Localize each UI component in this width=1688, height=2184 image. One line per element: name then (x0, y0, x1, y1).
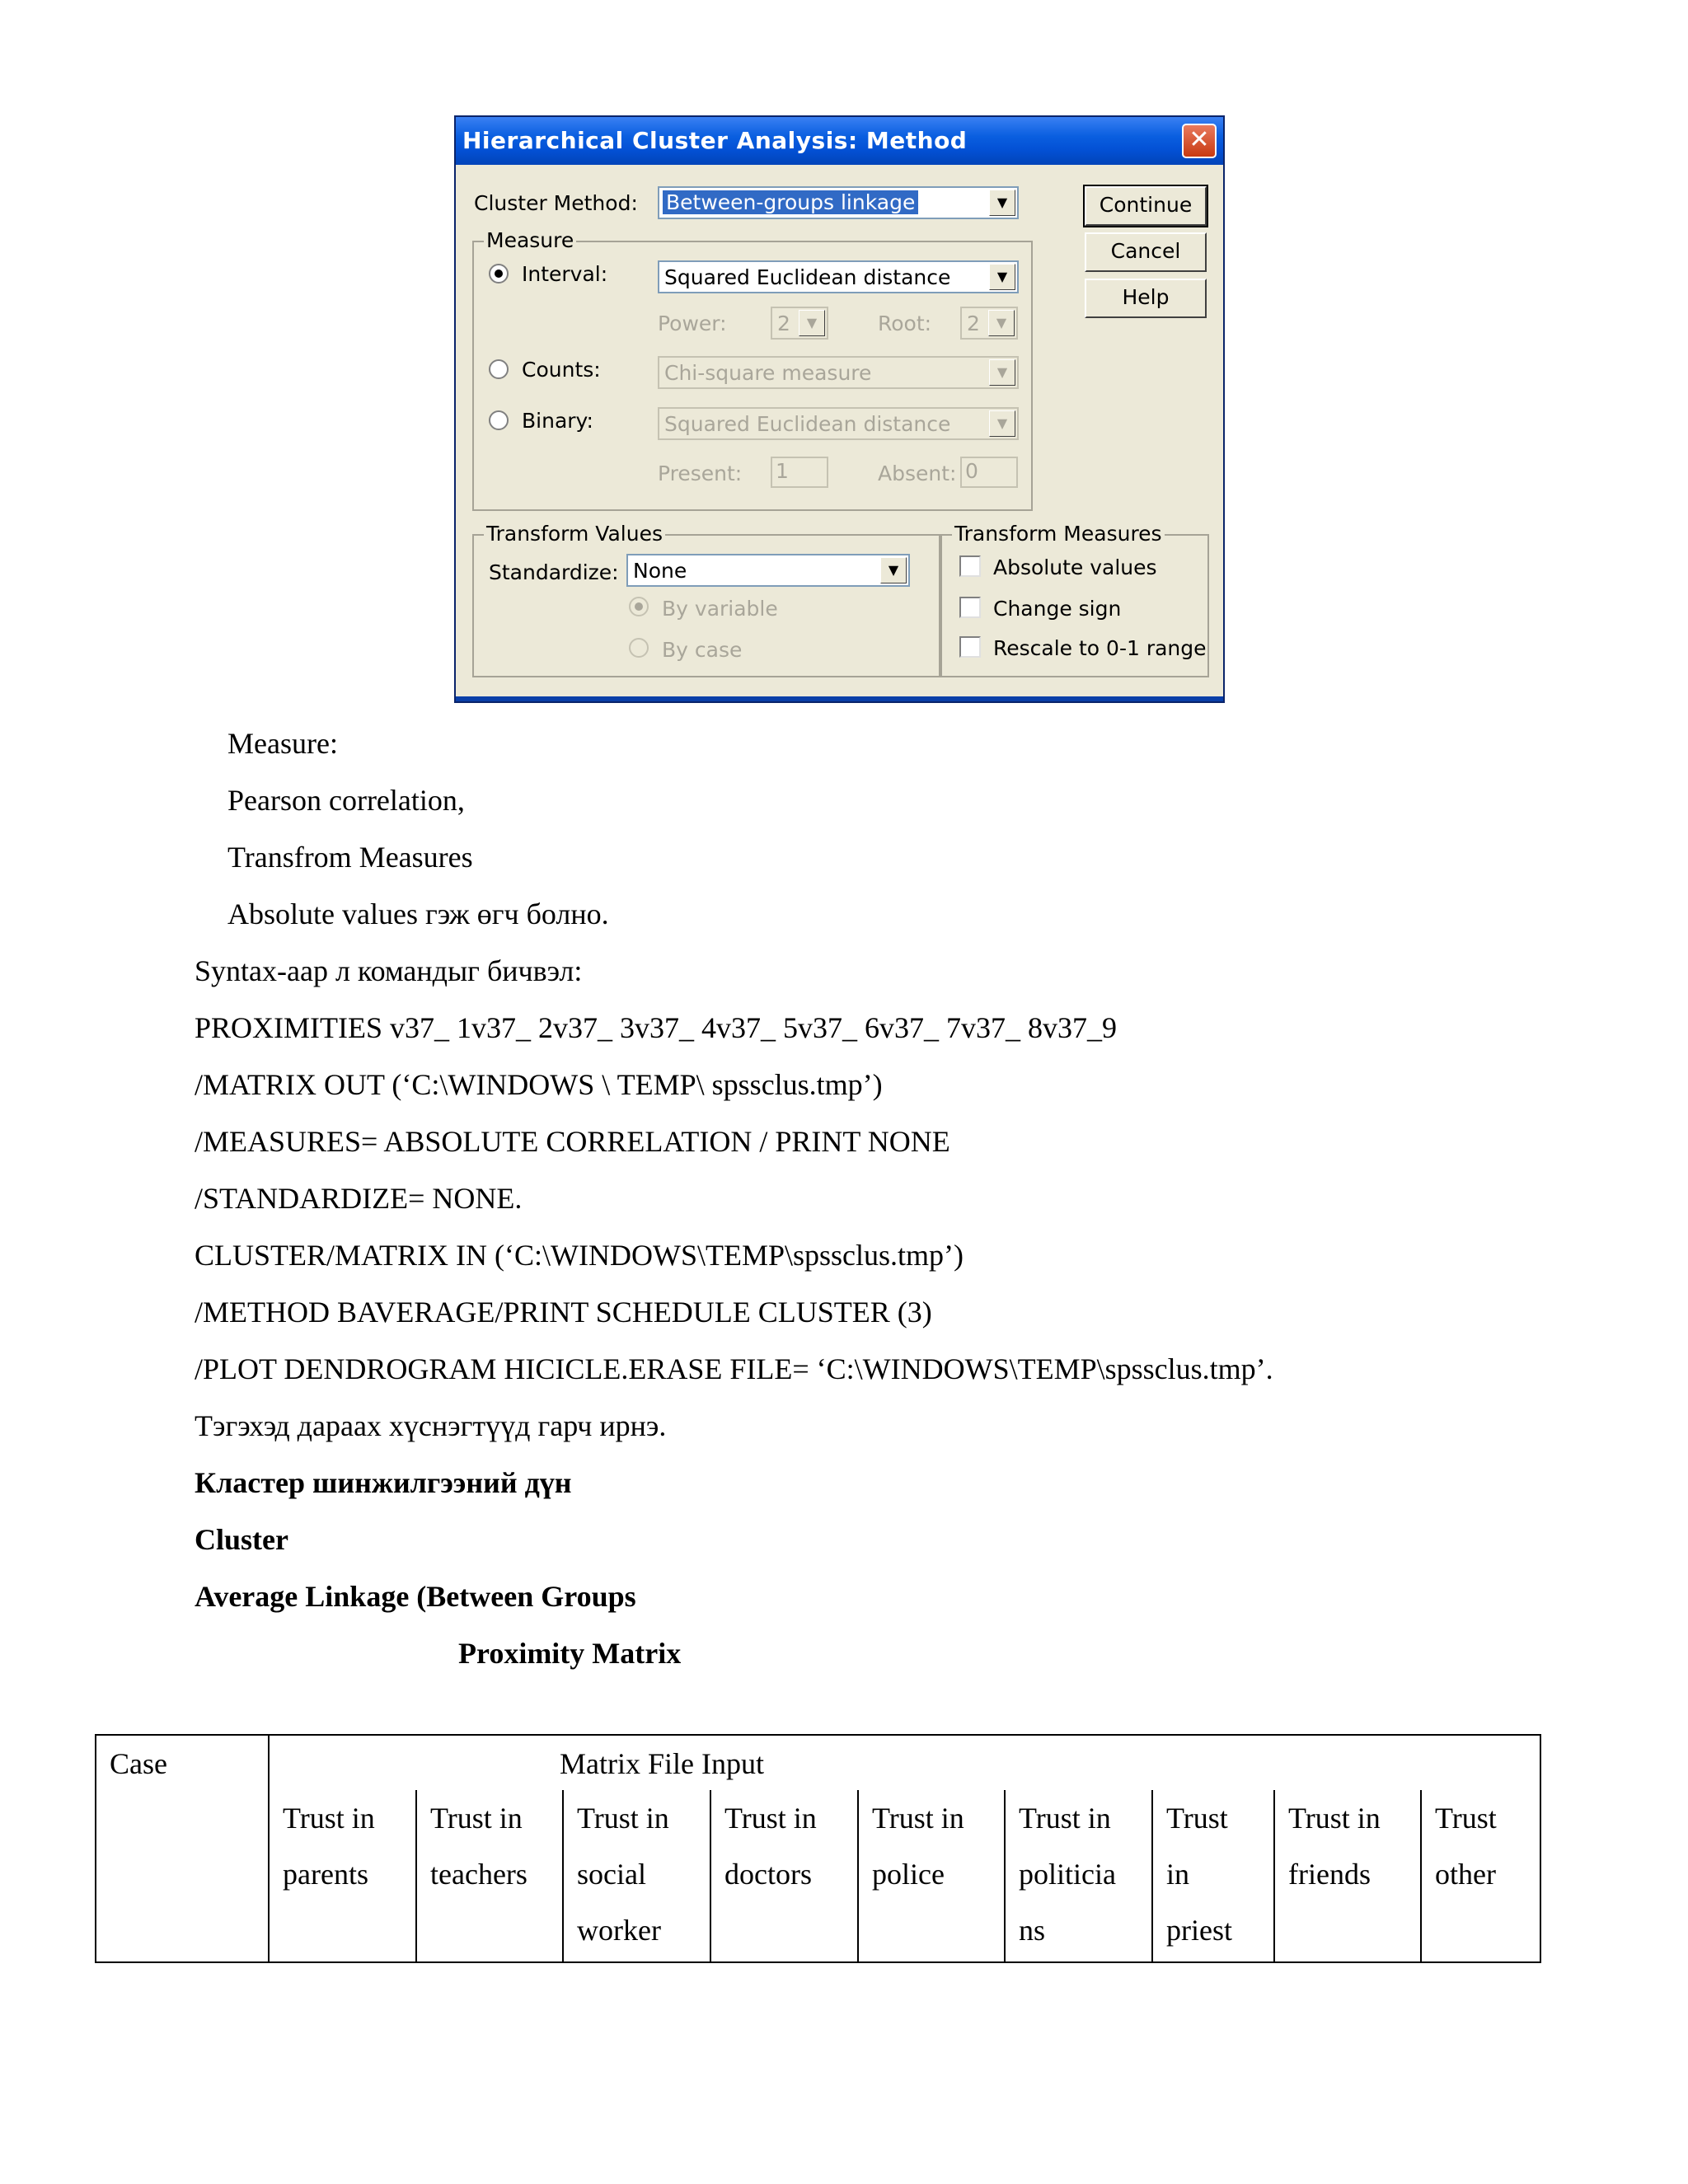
by-case-label: By case (662, 638, 743, 662)
section-heading: Average Linkage (Between Groups (195, 1580, 636, 1613)
chevron-down-icon: ▼ (989, 359, 1015, 386)
table-divider (1151, 1790, 1153, 1961)
binary-radio[interactable] (489, 410, 509, 430)
binary-measure-value: Squared Euclidean distance (664, 412, 951, 436)
syntax-line: PROXIMITIES v37_ 1v37_ 2v37_ 3v37_ 4v37_ 5v37_ 6v37_ 7v37_ 8v37_9 (195, 1011, 1118, 1044)
column-header: Trust other (1435, 1802, 1497, 1891)
table-divider (857, 1790, 859, 1961)
interval-radio[interactable] (489, 264, 509, 284)
standardize-select[interactable] (626, 554, 910, 587)
text-line: Measure: (227, 727, 338, 760)
continue-button[interactable]: Continue (1085, 186, 1207, 226)
change-sign-checkbox[interactable] (959, 597, 981, 618)
rescale-checkbox[interactable] (959, 636, 981, 658)
counts-measure-value: Chi-square measure (664, 361, 872, 385)
dialog-title: Hierarchical Cluster Analysis: Method (462, 127, 968, 154)
syntax-line: /STANDARDIZE= NONE. (195, 1182, 523, 1215)
interval-label: Interval: (522, 262, 608, 286)
column-header: Trust in friends (1288, 1802, 1381, 1891)
cluster-method-value: Between-groups linkage (663, 190, 918, 214)
syntax-line: /MEASURES= ABSOLUTE CORRELATION / PRINT NONE (195, 1125, 950, 1158)
change-sign-label: Change sign (993, 597, 1122, 621)
matrix-file-input-header: Matrix File Input (560, 1747, 764, 1780)
binary-measure-select (658, 407, 1019, 440)
transform-values-legend: Transform Values (484, 522, 665, 546)
absolute-values-checkbox[interactable] (959, 555, 981, 577)
table-divider (1420, 1790, 1422, 1961)
power-value: 2 (777, 312, 790, 335)
help-button[interactable]: Help (1085, 279, 1207, 318)
cancel-button[interactable]: Cancel (1085, 232, 1207, 272)
section-heading: Кластер шинжилгээний дүн (195, 1466, 572, 1499)
table-divider (1273, 1790, 1275, 1961)
counts-measure-select (658, 356, 1019, 389)
table-divider (415, 1790, 417, 1961)
column-header: Trust in parents (283, 1802, 375, 1891)
root-label: Root: (878, 312, 932, 335)
text-line: Pearson correlation, (227, 784, 465, 817)
root-value: 2 (967, 312, 980, 335)
present-field: 1 (771, 457, 828, 488)
syntax-line: /PLOT DENDROGRAM HICICLE.ERASE FILE= ‘C:\WINDOWS\TEMP\spssclus.tmp’. (195, 1352, 1273, 1385)
absent-field: 0 (960, 457, 1018, 488)
table-divider (562, 1790, 564, 1961)
chevron-down-icon: ▼ (799, 310, 825, 336)
chevron-down-icon: ▼ (989, 410, 1015, 437)
measure-legend: Measure (484, 228, 576, 252)
counts-radio[interactable] (489, 359, 509, 379)
text-line: Syntax-аар л командыг бичвэл: (195, 954, 583, 987)
by-variable-label: By variable (662, 597, 778, 621)
table-divider (268, 1736, 270, 1961)
text-line: Тэгэхэд дараах хүснэгтүүд гарч ирнэ. (195, 1409, 667, 1442)
by-case-radio (629, 638, 649, 658)
table-title: Proximity Matrix (458, 1637, 682, 1670)
close-icon[interactable]: ✕ (1182, 124, 1217, 158)
interval-measure-select[interactable] (658, 260, 1019, 293)
by-variable-radio (629, 597, 649, 616)
rescale-label: Rescale to 0-1 range (993, 636, 1207, 660)
section-heading: Cluster (195, 1523, 288, 1556)
column-header: Trust in priest (1166, 1802, 1232, 1947)
absent-label: Absent: (878, 462, 957, 485)
proximity-matrix-table (95, 1734, 1541, 1963)
table-divider (1004, 1790, 1006, 1961)
power-label: Power: (658, 312, 727, 335)
syntax-line: CLUSTER/MATRIX IN (‘C:\WINDOWS\TEMP\spssclus.tmp’) (195, 1239, 964, 1272)
text-line: Absolute values гэж өгч болно. (227, 898, 609, 930)
table-divider (710, 1790, 711, 1961)
transform-measures-legend: Transform Measures (952, 522, 1165, 546)
present-label: Present: (658, 462, 743, 485)
chevron-down-icon[interactable]: ▼ (880, 557, 907, 583)
column-header: Trust in politicia ns (1019, 1802, 1116, 1947)
hierarchical-cluster-method-dialog (454, 115, 1225, 703)
chevron-down-icon[interactable]: ▼ (989, 264, 1015, 290)
cluster-method-select[interactable] (658, 186, 1019, 219)
chevron-down-icon: ▼ (988, 310, 1015, 336)
column-header: Trust in doctors (724, 1802, 817, 1891)
root-select (960, 307, 1018, 340)
dialog-bottom-border (456, 696, 1223, 701)
interval-measure-value: Squared Euclidean distance (664, 265, 951, 289)
text-line: Transfrom Measures (227, 841, 473, 874)
syntax-line: /METHOD BAVERAGE/PRINT SCHEDULE CLUSTER (3) (195, 1296, 932, 1329)
chevron-down-icon[interactable]: ▼ (989, 190, 1015, 216)
dialog-titlebar[interactable] (456, 117, 1223, 165)
column-header: Trust in social worker (577, 1802, 669, 1947)
column-header: Trust in teachers (430, 1802, 528, 1891)
cluster-method-label: Cluster Method: (474, 191, 638, 215)
standardize-value: None (633, 559, 687, 583)
column-header: Trust in police (872, 1802, 964, 1891)
absolute-values-label: Absolute values (993, 555, 1157, 579)
standardize-label: Standardize: (489, 560, 619, 584)
binary-label: Binary: (522, 409, 593, 433)
syntax-line: /MATRIX OUT (‘C:\WINDOWS \ TEMP\ spssclus.tmp’) (195, 1068, 883, 1101)
case-header: Case (110, 1747, 167, 1780)
counts-label: Counts: (522, 358, 601, 382)
power-select (771, 307, 828, 340)
